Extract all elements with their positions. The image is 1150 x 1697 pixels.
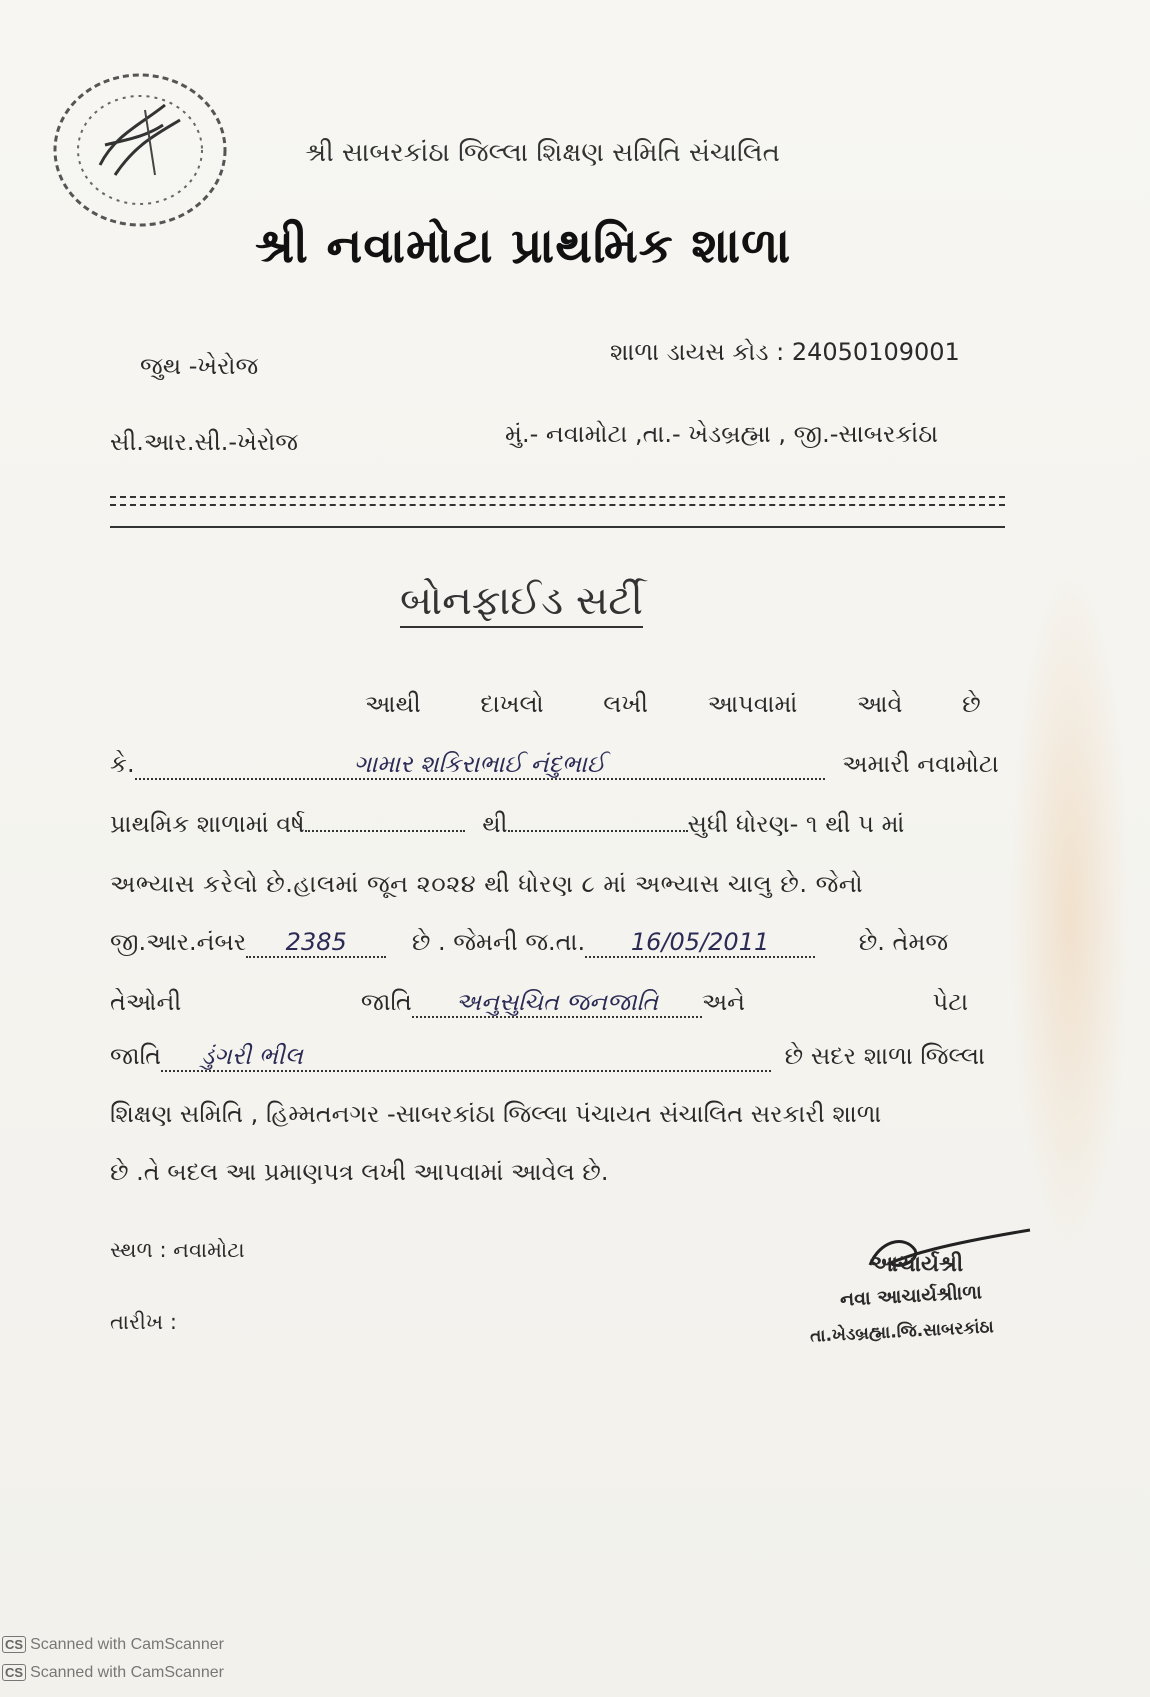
paper-stain (1010, 560, 1130, 1260)
school-address: મું.- નવામોટા ,તા.- ખેડબ્રહ્મા , જી.-સાબરકાંઠા (505, 420, 939, 448)
header-divider (110, 526, 1005, 528)
line-7-suffix: છે સદર શાળા જિલ્લા (784, 1042, 985, 1070)
camscanner-watermark-2 (2, 1664, 224, 1682)
certificate-line-6 (110, 988, 968, 1018)
certificate-line-8: શિક્ષણ સમિતિ , હિમ્મતનગર -સાબરકાંઠા જિલ્લા પંચાયત સંચાલિત સરકારી શાળા (110, 1100, 882, 1128)
date-field: તારીખ : (110, 1310, 177, 1334)
certificate-line-1: આથી દાખલો લખી આપવામાં આવે છે (365, 690, 981, 718)
managing-body-subtitle: શ્રી સાબરકાંઠા જિલ્લા શિક્ષણ સમિતિ સંચાલિત (305, 138, 780, 168)
line-6-prefix: તેઓની (110, 988, 182, 1016)
line-5-prefix: જી.આર.નંબર (110, 928, 247, 956)
school-name-title: શ્રી નવામોટા પ્રાથમિક શાળા (255, 218, 792, 274)
certificate-line-5 (110, 928, 948, 958)
stamp-line-1: નવા આચાર્યશ્રીાળા (839, 1281, 983, 1311)
certificate-line-3 (110, 810, 904, 838)
caste-label: જાતિ (360, 988, 412, 1016)
year-to-field (508, 830, 688, 832)
sub-caste-field: ડુંગરી ભીલ (161, 1042, 771, 1072)
header-divider-dashed-2 (110, 504, 1005, 506)
certificate-title: બોનફાઈડ સર્ટી (400, 578, 643, 628)
dise-code: શાળા ડાયસ કોડ : 24050109001 (610, 338, 960, 366)
stamp-line-2: તા.ખેડબ્રહ્મા.જિ.સાબરકાંઠા (809, 1317, 995, 1347)
line-3-prefix: પ્રાથમિક શાળામાં વર્ષ (110, 810, 305, 838)
line-3-suffix: સુધી ધોરણ- ૧ થી ૫ માં (687, 810, 905, 838)
caste-field: અનુસુચિત જનજાતિ (412, 988, 702, 1018)
line-7-prefix: જાતિ (110, 1042, 161, 1070)
gr-number-field: 2385 (246, 928, 386, 958)
school-seal-stamp (45, 65, 235, 235)
certificate-line-2 (110, 750, 999, 780)
year-from-field (305, 830, 465, 832)
camscanner-text-1: Scanned with CamScanner (30, 1636, 224, 1653)
camscanner-logo-icon: CS (2, 1636, 26, 1653)
principal-role: આચાર્યશ્રી (870, 1252, 964, 1277)
camscanner-text-2: Scanned with CamScanner (30, 1664, 224, 1681)
place-field: સ્થળ : નવામોટા (110, 1238, 245, 1262)
camscanner-watermark-1 (2, 1636, 224, 1654)
line-2-prefix: કે. (110, 750, 135, 778)
certificate-line-9: છે .તે બદલ આ પ્રમાણપત્ર લખી આપવામાં આવેલ છે. (110, 1158, 609, 1186)
student-name-field: ગામાર શકિરાભાઈ નંદુભાઈ (135, 750, 825, 780)
line-3-mid: થી (482, 810, 508, 838)
certificate-line-7 (110, 1042, 985, 1072)
line-6-and: અને (701, 988, 746, 1016)
certificate-line-4: અભ્યાસ કરેલો છે.હાલમાં જૂન ૨૦૨૪ થી ધોરણ ૮ માં અભ્યાસ ચાલુ છે. જેનો (110, 870, 864, 898)
line-2-suffix: અમારી નવામોટા (842, 750, 999, 778)
birth-date-field: 16/05/2011 (585, 928, 815, 958)
line-5-suffix: છે. તેમજ (858, 928, 949, 956)
crc-label: સી.આર.સી.-ખેરોજ (110, 428, 298, 456)
line-6-sub: પેટા (932, 988, 969, 1016)
header-divider-dashed (110, 496, 1005, 498)
camscanner-logo-icon-2: CS (2, 1664, 26, 1681)
group-label: જુથ -ખેરોજ (140, 352, 259, 380)
line-5-mid: છે . જેમની જ.તા. (411, 928, 586, 956)
